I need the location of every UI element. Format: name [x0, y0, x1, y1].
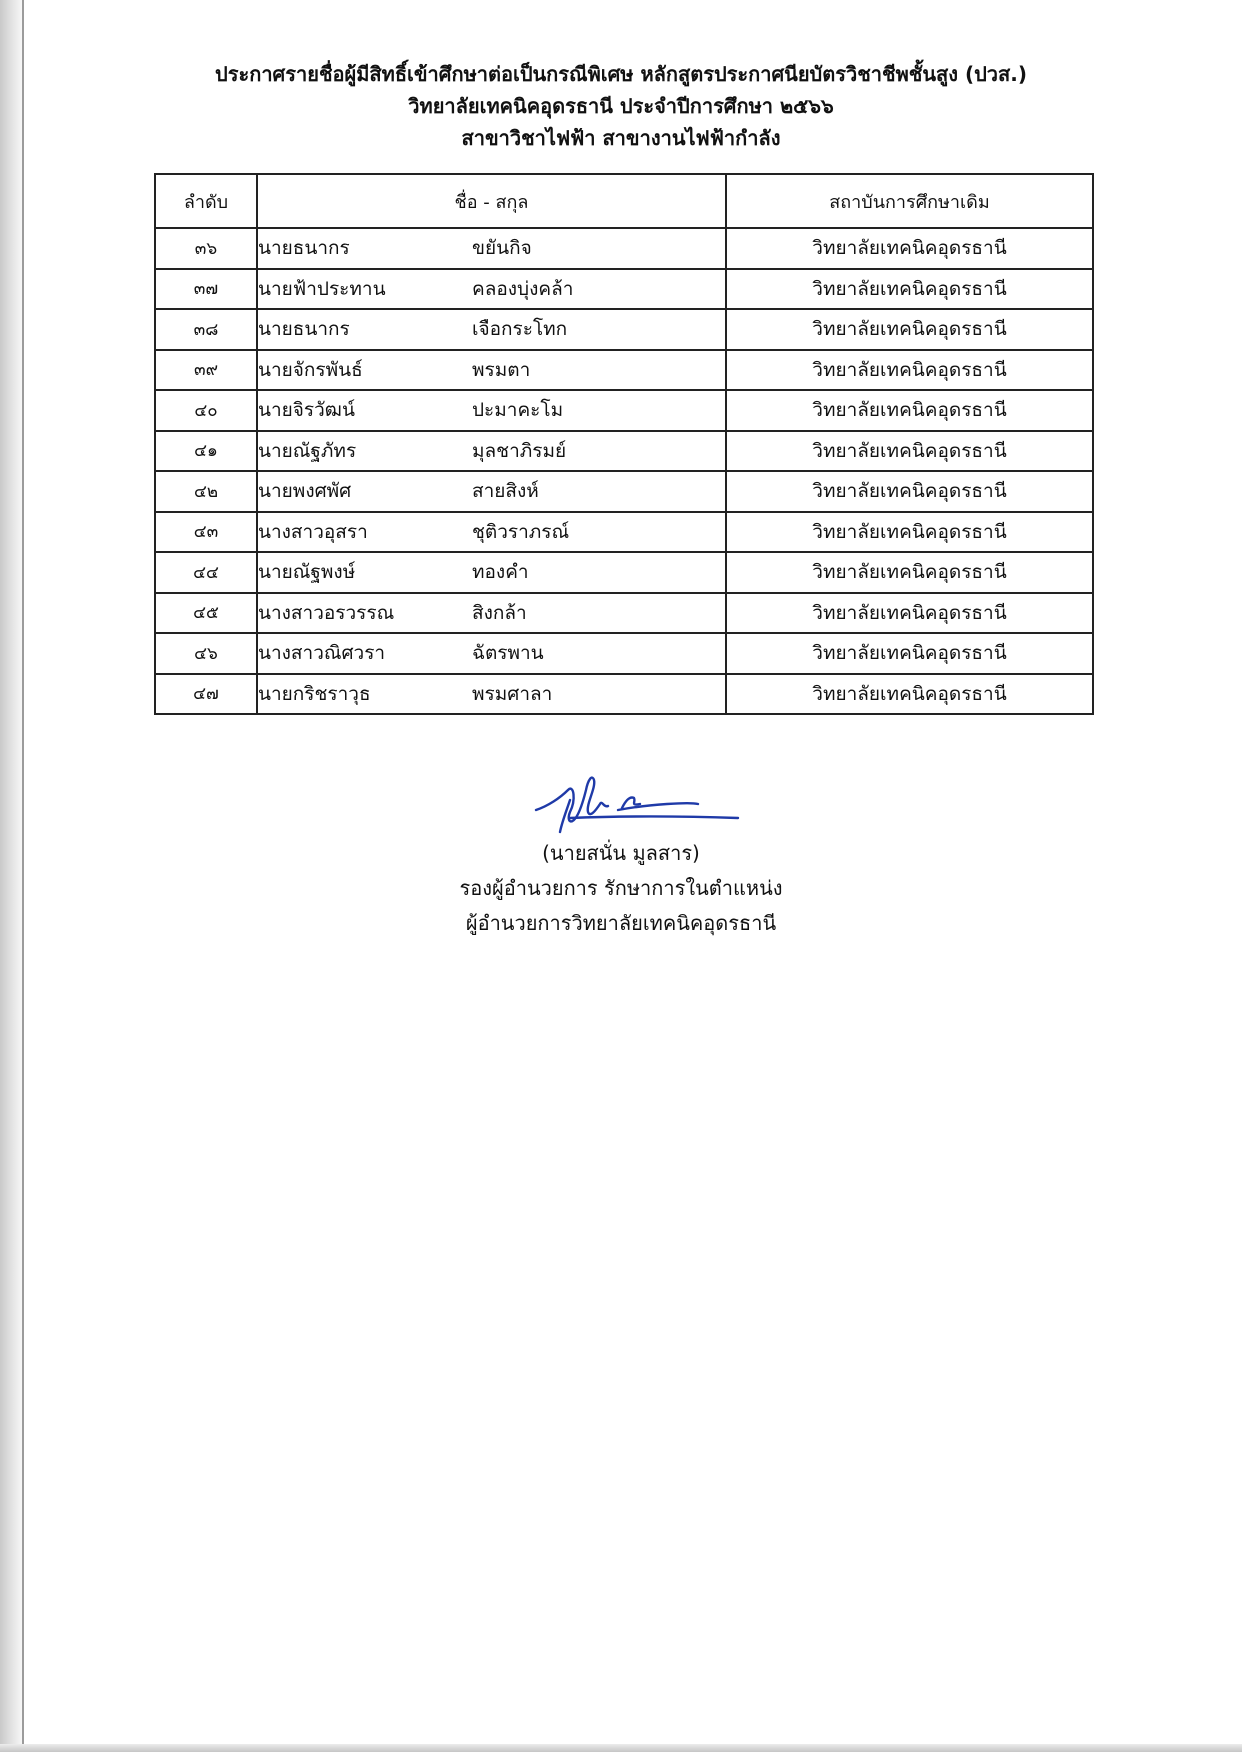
row-last-name: ทองคำ [472, 561, 529, 584]
row-institution: วิทยาลัยเทคนิคอุดรธานี [726, 552, 1093, 593]
row-institution: วิทยาลัยเทคนิคอุดรธานี [726, 350, 1093, 391]
signer-position: รองผู้อำนวยการ รักษาการในตำแหน่ง [459, 876, 783, 900]
table-row [155, 350, 1093, 391]
row-last-name: พรมตา [472, 358, 531, 381]
row-first-name: นางสาวณิศวรา [258, 642, 386, 665]
table-row [155, 593, 1093, 634]
signature-stroke-5 [570, 817, 738, 819]
row-fullname [257, 390, 726, 431]
signature-stroke-4 [618, 803, 698, 810]
row-first-name: นายจักรพันธ์ [258, 358, 363, 381]
candidate-table [154, 173, 1094, 715]
row-last-name: สิงกล้า [472, 601, 527, 624]
row-first-name: นายฟ้าประทาน [258, 277, 386, 300]
row-institution: วิทยาลัยเทคนิคอุดรธานี [726, 593, 1093, 634]
row-last-name: เจือกระโทก [472, 318, 568, 341]
row-last-name: ขยันกิจ [472, 237, 532, 260]
row-number: ๔๒ [155, 471, 257, 512]
table-row [155, 228, 1093, 269]
row-number: ๓๘ [155, 309, 257, 350]
row-institution: วิทยาลัยเทคนิคอุดรธานี [726, 431, 1093, 472]
row-first-name: นางสาวอรวรรณ [258, 601, 395, 624]
column-header-institution: สถาบันการศึกษาเดิม [726, 174, 1093, 228]
row-number: ๔๔ [155, 552, 257, 593]
announcement-header [0, 58, 1242, 154]
table-body [155, 228, 1093, 714]
row-first-name: นายณัฐภัทร [258, 439, 357, 462]
row-number: ๔๑ [155, 431, 257, 472]
row-first-name: นายจิรวัฒน์ [258, 399, 355, 422]
signer-name: (นายสนั่น มูลสาร) [542, 841, 700, 865]
row-first-name: นายพงศพัศ [258, 480, 352, 503]
signature-strokes [536, 778, 738, 832]
table-row [155, 390, 1093, 431]
row-first-name: นางสาวอุสรา [258, 520, 368, 543]
table-row [155, 512, 1093, 553]
row-last-name: สายสิงห์ [472, 480, 539, 503]
row-last-name: มุลชาภิรมย์ [472, 439, 567, 462]
row-fullname [257, 350, 726, 391]
table-row [155, 674, 1093, 715]
row-institution: วิทยาลัยเทคนิคอุดรธานี [726, 269, 1093, 310]
signature-stroke-1 [536, 778, 608, 822]
signature-block [0, 836, 1242, 941]
row-fullname [257, 309, 726, 350]
row-number: ๔๐ [155, 390, 257, 431]
row-number: ๔๕ [155, 593, 257, 634]
row-number: ๔๖ [155, 633, 257, 674]
row-first-name: นายธนากร [258, 237, 350, 260]
table-row [155, 431, 1093, 472]
row-first-name: นายกริชราวุธ [258, 682, 371, 705]
row-fullname [257, 633, 726, 674]
row-institution: วิทยาลัยเทคนิคอุดรธานี [726, 633, 1093, 674]
table-header-row [155, 174, 1093, 228]
row-first-name: นายณัฐพงษ์ [258, 561, 356, 584]
table-row [155, 552, 1093, 593]
table-row [155, 269, 1093, 310]
row-fullname [257, 269, 726, 310]
row-last-name: ชุติวราภรณ์ [472, 520, 570, 543]
row-last-name: พรมศาลา [472, 682, 553, 705]
header-title: ประกาศรายชื่อผู้มีสิทธิ์เข้าศึกษาต่อเป็นกรณีพิเศษ หลักสูตรประกาศนียบัตรวิชาชีพชั้นสูง (ปวส.) [215, 62, 1027, 86]
table-row [155, 633, 1093, 674]
row-institution: วิทยาลัยเทคนิคอุดรธานี [726, 674, 1093, 715]
row-number: ๓๗ [155, 269, 257, 310]
column-header-name: ชื่อ - สกุล [257, 174, 726, 228]
column-header-number: ลำดับ [155, 174, 257, 228]
row-fullname [257, 593, 726, 634]
row-institution: วิทยาลัยเทคนิคอุดรธานี [726, 512, 1093, 553]
row-institution: วิทยาลัยเทคนิคอุดรธานี [726, 390, 1093, 431]
table-row [155, 471, 1093, 512]
signer-title: ผู้อำนวยการวิทยาลัยเทคนิคอุดรธานี [465, 911, 777, 935]
row-first-name: นายธนากร [258, 318, 350, 341]
table-header [155, 174, 1093, 228]
row-fullname [257, 228, 726, 269]
row-institution: วิทยาลัยเทคนิคอุดรธานี [726, 309, 1093, 350]
row-number: ๔๓ [155, 512, 257, 553]
row-last-name: ฉัตรพาน [472, 642, 544, 665]
table-row [155, 309, 1093, 350]
row-institution: วิทยาลัยเทคนิคอุดรธานี [726, 228, 1093, 269]
row-fullname [257, 431, 726, 472]
row-last-name: คลองบุ่งคล้า [472, 277, 574, 300]
row-number: ๔๗ [155, 674, 257, 715]
row-fullname [257, 471, 726, 512]
header-department: สาขาวิชาไฟฟ้า สาขางานไฟฟ้ากำลัง [461, 126, 781, 150]
row-fullname [257, 552, 726, 593]
row-number: ๓๖ [155, 228, 257, 269]
header-college-year: วิทยาลัยเทคนิคอุดรธานี ประจำปีการศึกษา ๒๕๖๖ [408, 94, 834, 118]
row-fullname [257, 512, 726, 553]
row-fullname [257, 674, 726, 715]
scan-edge-bottom [0, 1744, 1242, 1752]
row-last-name: ปะมาคะโม [472, 399, 564, 422]
signature-mark [530, 760, 740, 840]
row-institution: วิทยาลัยเทคนิคอุดรธานี [726, 471, 1093, 512]
row-number: ๓๙ [155, 350, 257, 391]
